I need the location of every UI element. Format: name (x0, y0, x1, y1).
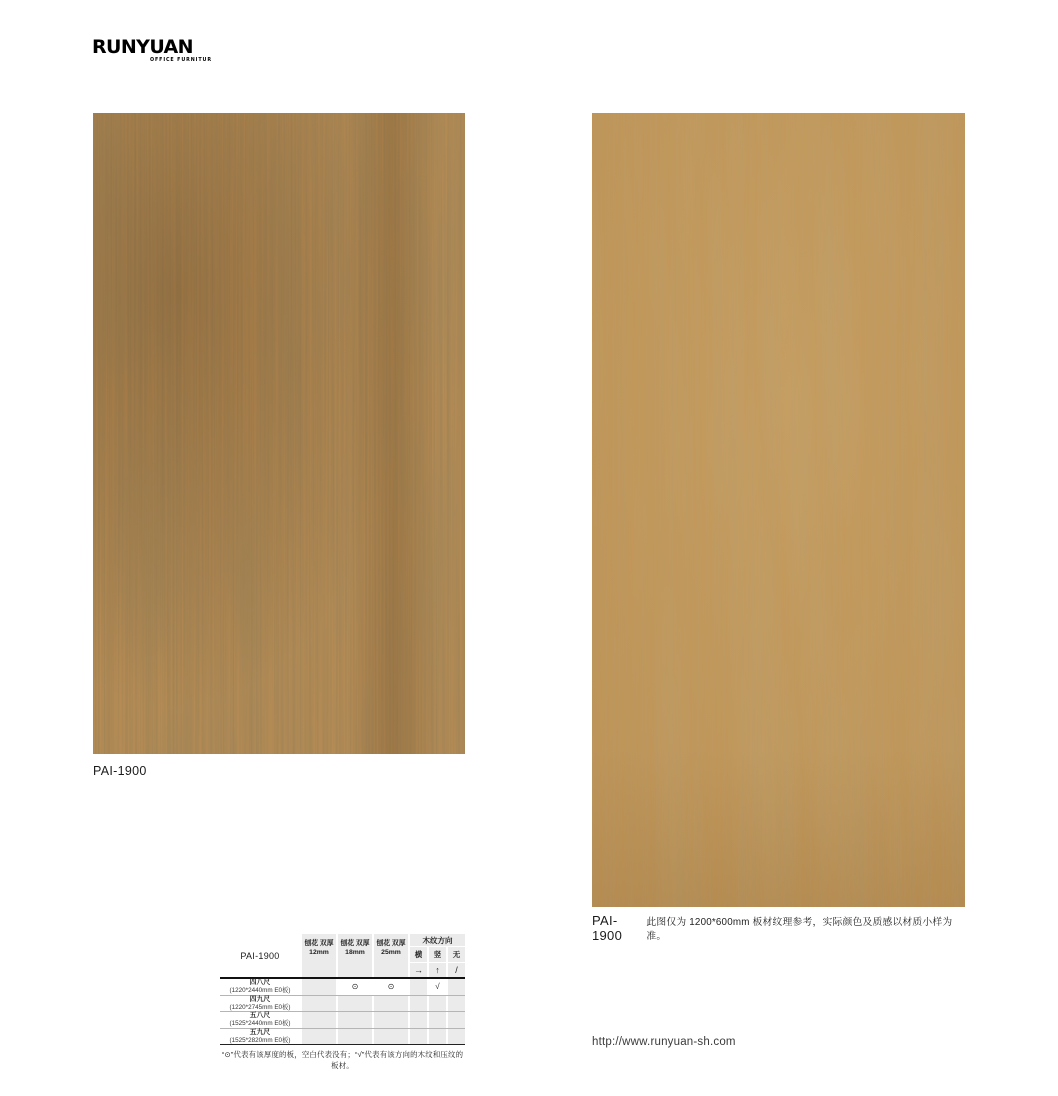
col-header-18mm (336, 934, 372, 963)
empty-cell (408, 996, 427, 1012)
row-size-name: 四八尺 (249, 979, 271, 987)
wood-swatch-left (93, 113, 465, 754)
thickness-size: 12mm (309, 948, 329, 956)
row-label (220, 1012, 300, 1028)
left-panel-code: PAI-1900 (93, 764, 147, 778)
empty-cell (336, 1012, 372, 1028)
arrow-right-icon: → (408, 963, 427, 977)
right-panel-code: PAI-1900 (592, 913, 623, 943)
grain-col-none: 无 (446, 947, 465, 963)
mark-cell: ⊙ (372, 979, 408, 995)
empty-cell (372, 1012, 408, 1028)
empty-cell (446, 1029, 465, 1045)
spec-table (220, 934, 465, 1071)
col-header-25mm (372, 934, 408, 963)
empty-cell (446, 996, 465, 1012)
grain-col-vertical: 竖 (427, 947, 446, 963)
table-row (220, 1012, 465, 1029)
thickness-size: 25mm (381, 948, 401, 956)
empty-cell (336, 996, 372, 1012)
empty-cell (300, 996, 336, 1012)
grain-direction-group-label: 木纹方向 (408, 934, 465, 947)
empty-cell (300, 979, 336, 995)
row-label (220, 979, 300, 995)
row-label (220, 996, 300, 1012)
row-size-dims: (1525*2820mm E0板) (229, 1036, 291, 1044)
table-row (220, 979, 465, 996)
empty-header-cell (300, 963, 336, 977)
thickness-label: 刨花 双厚 (340, 939, 370, 947)
thickness-header-group (300, 934, 408, 977)
logo-subtitle: OFFICE FURNITURE (150, 58, 212, 63)
table-footnote: “⊙”代表有该厚度的板，空白代表没有；“√”代表有该方向的木纹和压纹的板材。 (221, 1050, 464, 1070)
empty-cell (300, 1012, 336, 1028)
arrow-up-icon: ↑ (427, 963, 446, 977)
table-product-code: PAI-1900 (240, 950, 280, 961)
empty-cell (446, 979, 465, 995)
empty-cell (408, 979, 427, 995)
empty-header-cell (372, 963, 408, 977)
empty-cell (446, 1012, 465, 1028)
row-size-dims: (1525*2440mm E0板) (229, 1020, 291, 1028)
empty-cell (427, 1012, 446, 1028)
brand-logo (92, 34, 212, 68)
mark-cell: √ (427, 979, 446, 995)
slash-icon: / (446, 963, 465, 977)
table-row (220, 996, 465, 1013)
mark-cell: ⊙ (336, 979, 372, 995)
row-size-dims: (1220*2745mm E0板) (229, 1003, 291, 1011)
spec-table-header (220, 934, 465, 979)
empty-cell (372, 1029, 408, 1045)
thickness-label: 刨花 双厚 (304, 939, 334, 947)
row-size-name: 四九尺 (249, 995, 271, 1003)
row-size-name: 五八尺 (249, 1012, 271, 1020)
grain-header-group (408, 934, 465, 977)
empty-cell (372, 996, 408, 1012)
col-header-12mm (300, 934, 336, 963)
thickness-label: 刨花 双厚 (376, 939, 406, 947)
empty-cell (427, 1029, 446, 1045)
wood-swatch-right (592, 113, 965, 907)
empty-cell (408, 1029, 427, 1045)
spec-table-body (220, 979, 465, 1045)
empty-header-cell (336, 963, 372, 977)
row-size-dims: (1220*2440mm E0板) (229, 987, 291, 995)
table-row (220, 1029, 465, 1046)
empty-cell (408, 1012, 427, 1028)
grain-col-horizontal: 横 (408, 947, 427, 963)
runyuan-logo-icon (92, 34, 212, 68)
empty-cell (300, 1029, 336, 1045)
row-label (220, 1029, 300, 1045)
logo-wordmark: RUNYUAN (92, 36, 193, 58)
website-url: http://www.runyuan-sh.com (592, 1036, 736, 1048)
empty-cell (336, 1029, 372, 1045)
right-caption-row (592, 913, 965, 943)
empty-cell (427, 996, 446, 1012)
texture-disclaimer-note: 此图仅为 1200*600mm 板材纹理参考，实际颜色及质感以材质小样为准。 (646, 917, 953, 942)
thickness-size: 18mm (345, 948, 365, 956)
row-size-name: 五九尺 (249, 1028, 271, 1036)
